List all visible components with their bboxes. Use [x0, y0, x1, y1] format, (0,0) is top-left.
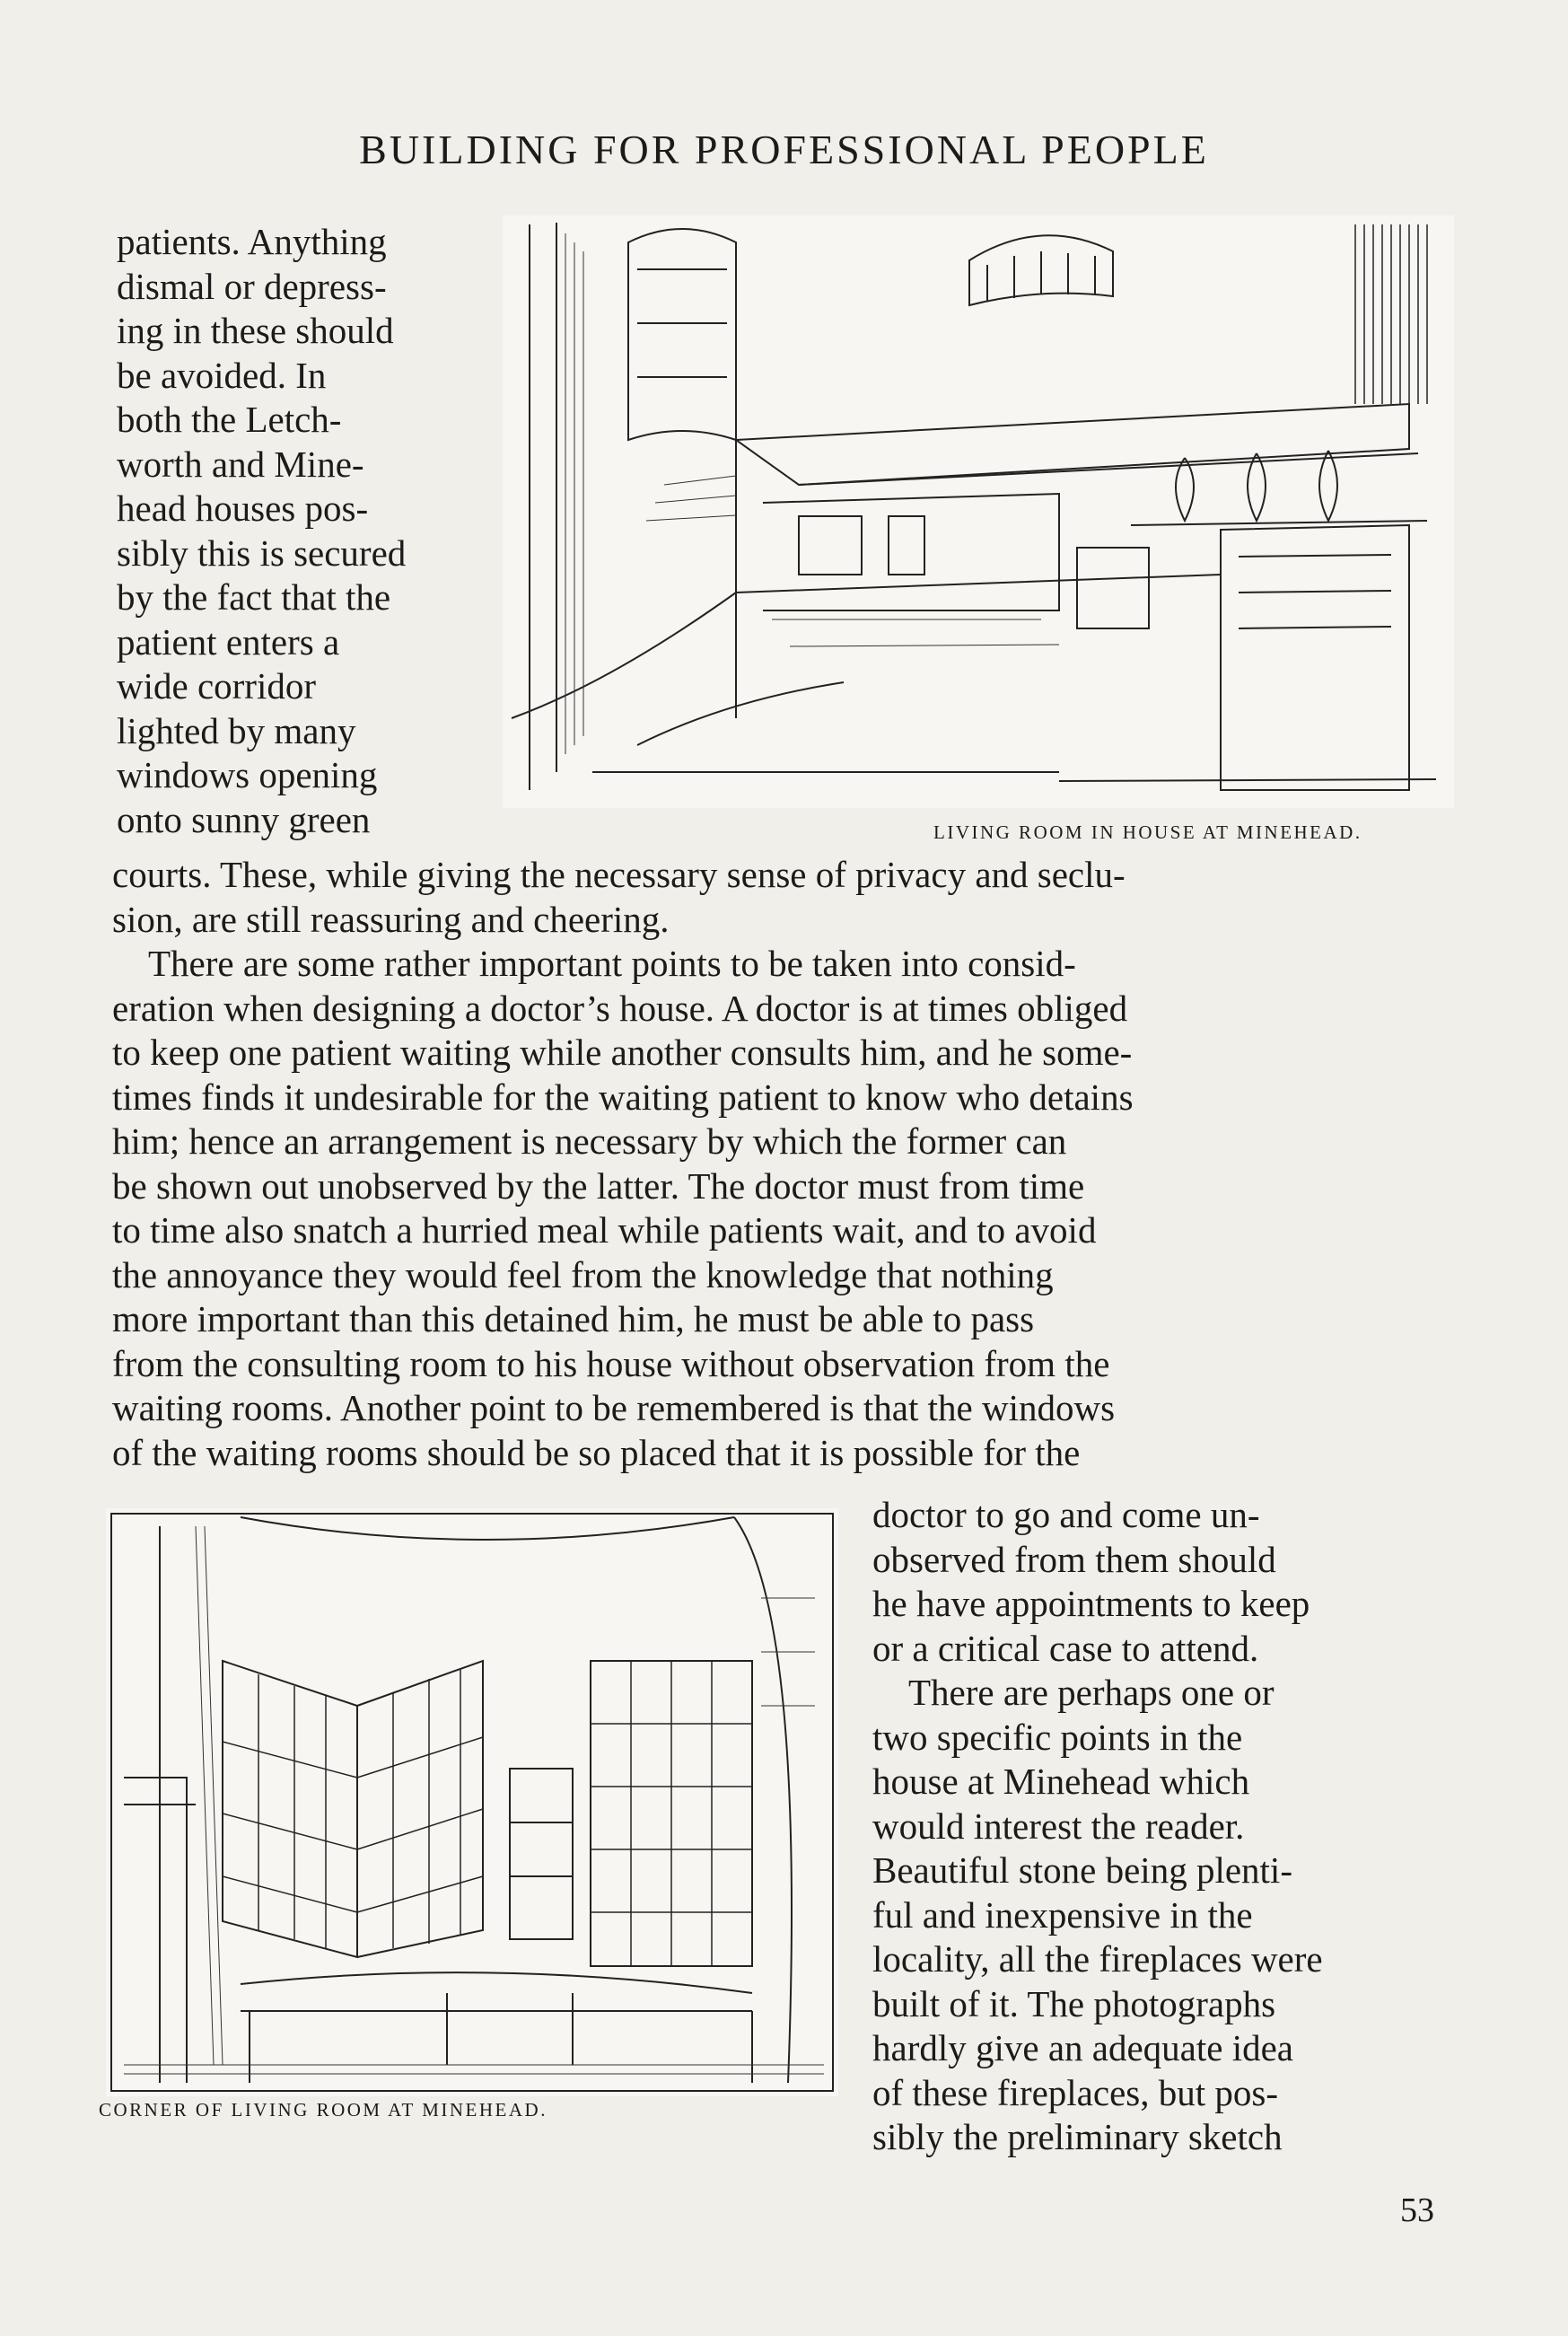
text-line: patients. Anything [117, 221, 387, 262]
text-line: built of it. The photographs [872, 1982, 1276, 2024]
text-column-top-left [117, 220, 474, 842]
text-line: ing in these should [117, 310, 394, 351]
text-line: he have appointments to keep [872, 1583, 1310, 1624]
text-line: dismal or depress- [117, 265, 387, 307]
text-line: hardly give an adequate idea [872, 2027, 1293, 2068]
text-line: windows opening [117, 754, 378, 795]
page-number: 53 [1400, 2191, 1434, 2229]
living-room-illustration [503, 215, 1454, 808]
text-line: There are some rather important points to be taken into consid- [148, 943, 1076, 984]
figure-corner-living-room [106, 1508, 838, 2096]
text-line: from the consulting room to his house without observation from the [112, 1342, 1110, 1384]
text-line: sibly this is secured [117, 531, 407, 574]
text-line: him; hence an arrangement is necessary by which the former can [112, 1120, 1067, 1162]
text-line: to keep one patient waiting while another consults him, and he some- [112, 1032, 1133, 1073]
running-header: BUILDING FOR PROFESSIONAL PEOPLE [359, 127, 1209, 172]
text-line: doctor to go and come un- [872, 1494, 1260, 1535]
text-line: the annoyance they would feel from the knowledge that nothing [112, 1253, 1054, 1295]
text-line: wide corridor [117, 665, 316, 707]
text-line: sibly the preliminary sketch [872, 2116, 1283, 2157]
text-line: locality, all the fireplaces were [872, 1938, 1323, 1980]
text-line: of the waiting rooms should be so placed that it is possible for the [112, 1431, 1081, 1473]
figure-caption-bottom: CORNER OF LIVING ROOM AT MINEHEAD. [99, 2099, 547, 2121]
text-line: or a critical case to attend. [872, 1627, 1259, 1669]
text-line: worth and Mine- [117, 443, 364, 485]
text-line: be shown out unobserved by the latter. The doctor must from time [112, 1164, 1085, 1207]
text-line: waiting rooms. Another point to be remembered is that the windows [112, 1387, 1116, 1428]
text-body-middle [112, 853, 1459, 1475]
text-line: two specific points in the [872, 1716, 1243, 1758]
figure-living-room [503, 215, 1454, 808]
text-line: to time also snatch a hurried meal while patients wait, and to avoid [112, 1209, 1097, 1251]
text-line: observed from them should [872, 1538, 1276, 1580]
text-line: be avoided. In [117, 354, 327, 396]
text-line: head houses pos- [117, 487, 369, 529]
text-line: Beautiful stone being plenti- [872, 1849, 1292, 1891]
text-line: onto sunny green [117, 798, 371, 840]
figure-caption-top: LIVING ROOM IN HOUSE AT MINEHEAD. [933, 821, 1362, 843]
text-line: There are perhaps one or [908, 1672, 1275, 1713]
text-line: ful and inexpensive in the [872, 1893, 1253, 1936]
text-line: of these fireplaces, but pos- [872, 2071, 1278, 2113]
text-line: house at Minehead which [872, 1761, 1250, 1802]
text-line: both the Letch- [117, 399, 342, 440]
text-line: patient enters a [117, 620, 340, 663]
text-line: times finds it undesirable for the waiting patient to know who detains [112, 1076, 1134, 1118]
text-line: by the fact that the [117, 576, 391, 618]
text-column-bottom-right [872, 1493, 1451, 2160]
text-line: courts. These, while giving the necessary sense of privacy and seclu- [112, 854, 1126, 895]
text-line: sion, are still reassuring and cheering. [112, 898, 670, 940]
text-line: lighted by many [117, 709, 356, 751]
corner-room-illustration [106, 1508, 838, 2096]
text-line: eration when designing a doctor’s house. A doctor is at times obliged [112, 987, 1128, 1029]
text-line: more important than this detained him, he must be able to pass [112, 1298, 1035, 1339]
text-line: would interest the reader. [872, 1805, 1245, 1847]
